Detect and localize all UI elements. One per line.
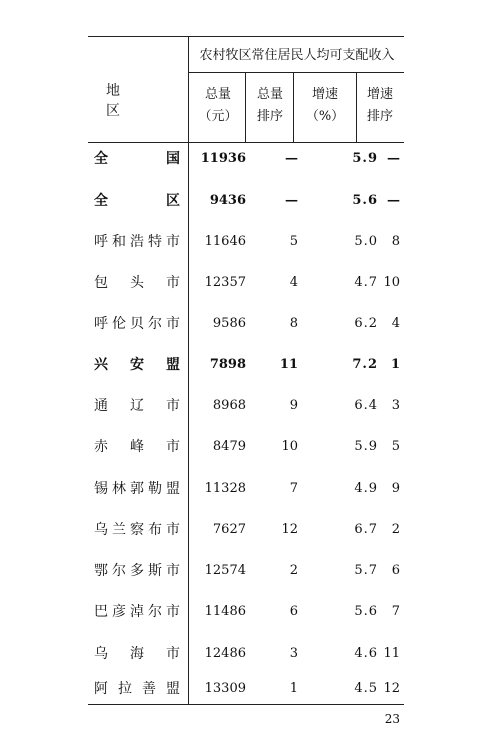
table-row bbox=[88, 393, 404, 419]
region-cell: 乌 兰 察 布 市 bbox=[94, 522, 180, 538]
total-cell: 11328 bbox=[204, 481, 246, 496]
total-cell: 11646 bbox=[204, 234, 246, 249]
growth-cell: 6.2 bbox=[354, 316, 378, 331]
table-row bbox=[88, 311, 404, 337]
total-cell: 7627 bbox=[212, 522, 246, 537]
rank-cell: 10 bbox=[281, 439, 298, 454]
table-top-rule bbox=[88, 36, 404, 37]
growth-rank-cell: — bbox=[387, 193, 400, 208]
growth-cell: 4.7 bbox=[354, 275, 378, 290]
growth-rank-cell: 12 bbox=[383, 681, 400, 696]
income-group-header: 农村牧区常住居民人均可支配收入 bbox=[199, 48, 395, 63]
region-cell: 呼 伦 贝 尔 市 bbox=[94, 316, 180, 332]
total-cell: 9586 bbox=[212, 316, 246, 331]
total-header: 总量 （元） bbox=[198, 87, 238, 124]
total-cell: 11936 bbox=[200, 151, 246, 166]
rank-cell: 2 bbox=[289, 563, 298, 578]
table-row bbox=[88, 352, 404, 378]
total-cell: 7898 bbox=[209, 357, 246, 372]
rank-cell: — bbox=[285, 193, 298, 208]
rank-cell: 4 bbox=[289, 275, 298, 290]
table-row bbox=[88, 188, 404, 214]
table-row bbox=[88, 476, 404, 502]
growth-cell: 6.4 bbox=[354, 398, 378, 413]
growth-cell: 5.0 bbox=[354, 234, 378, 249]
rank-header: 总量 排序 bbox=[256, 87, 283, 124]
table-row bbox=[88, 558, 404, 584]
growth-cell: 5.6 bbox=[352, 193, 378, 208]
growth-rank-cell: 10 bbox=[383, 275, 400, 290]
growth-cell: 5.9 bbox=[352, 151, 378, 166]
group-header-rule bbox=[188, 72, 404, 73]
rank-cell: 8 bbox=[289, 316, 298, 331]
total-cell: 11486 bbox=[204, 604, 246, 619]
growth-rank-cell: 6 bbox=[391, 563, 400, 578]
growth-header: 增速 （%） bbox=[305, 87, 345, 124]
region-cell: 巴 彦 淖 尔 市 bbox=[94, 604, 180, 620]
growth-rank-cell: 8 bbox=[391, 234, 400, 249]
region-header-text: 地区 bbox=[106, 83, 160, 119]
growth-rank-cell: 9 bbox=[391, 481, 400, 496]
growth-cell: 4.6 bbox=[354, 646, 378, 661]
table-row bbox=[88, 146, 404, 172]
growth-rank-cell: 5 bbox=[391, 439, 400, 454]
growth-cell: 4.9 bbox=[354, 481, 378, 496]
table-row bbox=[88, 641, 404, 667]
region-cell: 兴 安 盟 bbox=[94, 357, 180, 373]
growth-cell: 4.5 bbox=[354, 681, 378, 696]
region-cell: 全 区 bbox=[94, 193, 180, 209]
table-row bbox=[88, 517, 404, 543]
growth-rank-cell: 11 bbox=[383, 646, 400, 661]
region-cell: 呼 和 浩 特 市 bbox=[94, 234, 180, 250]
rank-cell: 5 bbox=[289, 234, 298, 249]
growth-rank-cell: 4 bbox=[391, 316, 400, 331]
growth-rank-cell: 1 bbox=[390, 357, 400, 372]
table-row bbox=[88, 676, 404, 702]
rank-cell: 7 bbox=[289, 481, 298, 496]
region-cell: 全 国 bbox=[94, 151, 180, 167]
growth-cell: 5.6 bbox=[354, 604, 378, 619]
growth-rank-cell: 2 bbox=[391, 522, 400, 537]
growth-rank-cell: 3 bbox=[391, 398, 400, 413]
region-cell: 鄂 尔 多 斯 市 bbox=[94, 563, 180, 579]
rank-cell: — bbox=[285, 151, 298, 166]
table-row bbox=[88, 599, 404, 625]
growth-rank-cell: — bbox=[387, 151, 400, 166]
growth-rank-cell: 7 bbox=[391, 604, 400, 619]
rank-cell: 11 bbox=[279, 357, 298, 372]
table-bottom-rule bbox=[88, 704, 404, 705]
rank-cell: 12 bbox=[281, 522, 298, 537]
rank-cell: 9 bbox=[289, 398, 298, 413]
table-row bbox=[88, 229, 404, 255]
total-cell: 12486 bbox=[204, 646, 246, 661]
region-cell: 包 头 市 bbox=[94, 275, 180, 291]
page-number: 23 bbox=[384, 712, 400, 726]
total-cell: 12574 bbox=[204, 563, 246, 578]
total-cell: 8479 bbox=[212, 439, 246, 454]
growth-cell: 5.7 bbox=[354, 563, 378, 578]
growth-rank-header: 增速 排序 bbox=[366, 87, 393, 124]
rank-cell: 6 bbox=[289, 604, 298, 619]
growth-cell: 6.7 bbox=[354, 522, 378, 537]
region-cell: 锡 林 郭 勒 盟 bbox=[94, 481, 180, 497]
total-cell: 9436 bbox=[209, 193, 246, 208]
header-bottom-rule bbox=[88, 142, 404, 143]
total-cell: 13309 bbox=[204, 681, 246, 696]
region-cell: 赤 峰 市 bbox=[94, 439, 180, 455]
region-cell: 乌 海 市 bbox=[94, 646, 180, 662]
growth-cell: 5.9 bbox=[354, 439, 378, 454]
region-cell: 通 辽 市 bbox=[94, 398, 180, 414]
table-row bbox=[88, 270, 404, 296]
table-row bbox=[88, 434, 404, 460]
total-cell: 12357 bbox=[204, 275, 246, 290]
rank-cell: 1 bbox=[289, 681, 298, 696]
total-cell: 8968 bbox=[212, 398, 246, 413]
rank-cell: 3 bbox=[289, 646, 298, 661]
region-column-header bbox=[106, 80, 176, 120]
region-cell: 阿 拉 善 盟 bbox=[94, 681, 180, 697]
growth-cell: 7.2 bbox=[352, 357, 378, 372]
